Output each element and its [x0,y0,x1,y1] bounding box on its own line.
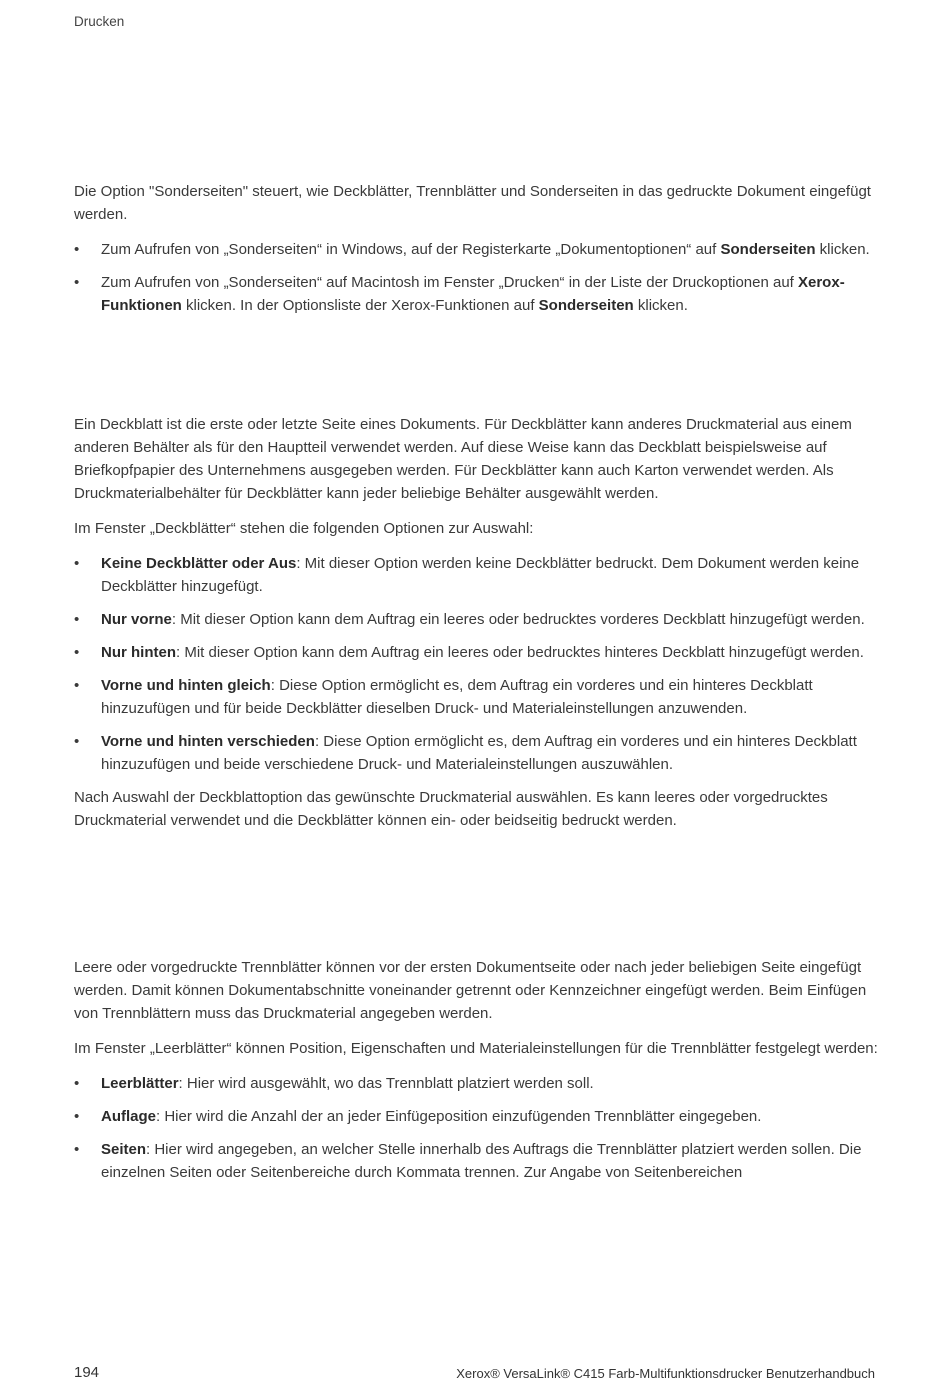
option-term: Vorne und hinten verschieden [101,733,315,750]
separators-options-intro: Im Fenster „Leerblätter“ können Position, Eigenschaften und Materialeinstellungen für die Trennblätter festgelegt werden: [74,1040,878,1057]
bullet-icon: • [74,1108,80,1125]
list-item [74,271,879,317]
running-header: Drucken [74,14,125,29]
bullet-icon: • [74,733,80,750]
list-item [74,730,879,776]
bullet-icon: • [74,241,80,258]
intro-paragraph: Die Option "Sonderseiten" steuert, wie Deckblätter, Trennblätter und Sonderseiten in das gedruckte Dokument eingefügt werden. [74,183,871,223]
list-item [74,238,879,261]
list-item [74,608,879,631]
covers-section [74,413,879,844]
option-term: Vorne und hinten gleich [101,677,271,694]
list-item [74,552,879,598]
option-term: Nur vorne [101,611,172,628]
list-item [74,1105,879,1128]
covers-options-intro: Im Fenster „Deckblätter“ stehen die folgenden Optionen zur Auswahl: [74,520,534,537]
list-item [74,1072,879,1095]
bullet-text: klicken. [633,297,688,314]
page-number: 194 [74,1364,100,1381]
option-description: : Mit dieser Option werden keine Deckblätter bedruckt. Dem Dokument werden keine Deckblätter hinzugefügt. [101,555,860,595]
option-description: : Diese Option ermöglicht es, dem Auftrag ein vorderes und ein hinteres Deckblatt hinzuzufügen und beide verschiedene Druck- und Materialeinstellungen auszuwählen. [101,733,857,773]
list-item [74,641,879,664]
intro-bullet-list [74,238,879,317]
option-description: : Diese Option ermöglicht es, dem Auftrag ein vorderes und ein hinteres Deckblatt hinzuzufügen und für beide Deckblätter dieselben Druck- und Materialeinstellungen anzuwenden. [101,677,813,717]
option-term: Leerblätter [101,1075,179,1092]
bullet-icon: • [74,1141,80,1158]
option-term: Seiten [101,1141,147,1158]
bullet-text: klicken. [815,241,870,258]
bullet-icon: • [74,1075,80,1092]
bullet-icon: • [74,555,80,572]
list-item [74,1138,879,1184]
separators-option-list [74,1072,879,1184]
list-item [74,674,879,720]
separators-paragraph: Leere oder vorgedruckte Trennblätter können vor der ersten Dokumentseite oder nach jeder beliebigen Seite eingefügt werden. Damit können Dokumentabschnitte voneinander getrennt oder Kennzeichner eingefügt werden. Beim Einfügen von Trennblättern muss das Druckmaterial angegeben werden. [74,959,867,1022]
bullet-icon: • [74,644,80,661]
bold-term: Sonderseiten [720,241,816,258]
option-description: : Mit dieser Option kann dem Auftrag ein leeres oder bedrucktes vorderes Deckblatt hinzugefügt werden. [171,611,865,628]
bold-term: Xerox-Funktionen [101,274,845,314]
option-term: Auflage [101,1108,157,1125]
covers-closing-paragraph: Nach Auswahl der Deckblattoption das gewünschte Druckmaterial auswählen. Es kann leeres oder vorgedrucktes Druckmaterial verwendet und die Deckblätter können ein- oder beidseitig bedruckt werden. [74,789,828,829]
option-description: : Mit dieser Option kann dem Auftrag ein leeres oder bedrucktes hinteres Deckblatt hinzugefügt werden. [176,644,864,661]
bullet-text: klicken. In der Optionsliste der Xerox-Funktionen auf [181,297,539,314]
bullet-text: Zum Aufrufen von „Sonderseiten“ auf Macintosh im Fenster „Drucken“ in der Liste der Druckoptionen auf [101,274,798,291]
option-description: : Hier wird ausgewählt, wo das Trennblatt platziert werden soll. [178,1075,594,1092]
covers-paragraph: Ein Deckblatt ist die erste oder letzte Seite eines Dokuments. Für Deckblätter kann anderes Druckmaterial aus einem anderen Behälter als für den Hauptteil verwendet werden. Auf diese Weise kann das Deckblatt beispielsweise auf Briefkopfpapier des Unternehmens ausgegeben werden. Für Deckblätter kann auch Karton verwendet werden. Als Druckmaterialbehälter für Deckblätter kann jeder beliebige Behälter ausgewählt werden. [74,416,852,502]
bullet-icon: • [74,274,80,291]
covers-option-list [74,552,879,776]
bullet-icon: • [74,677,80,694]
intro-section [74,180,879,327]
separators-section [74,956,879,1194]
option-term: Nur hinten [101,644,176,661]
bullet-text: Zum Aufrufen von „Sonderseiten“ in Windows, auf der Registerkarte „Dokumentoptionen“ auf [101,241,721,258]
option-term: Keine Deckblätter oder Aus [101,555,297,572]
option-description: : Hier wird angegeben, an welcher Stelle innerhalb des Auftrags die Trennblätter platziert werden sollen. Die einzelnen Seiten oder Seitenbereiche durch Kommata trennen. Zur Angabe von Seitenbereichen [101,1141,862,1181]
option-description: : Hier wird die Anzahl der an jeder Einfügeposition einzufügenden Trennblätter eingegeben. [156,1108,762,1125]
bullet-icon: • [74,611,80,628]
document-title: Xerox® VersaLink® C415 Farb-Multifunktionsdrucker Benutzerhandbuch [456,1366,875,1381]
bold-term: Sonderseiten [538,297,634,314]
